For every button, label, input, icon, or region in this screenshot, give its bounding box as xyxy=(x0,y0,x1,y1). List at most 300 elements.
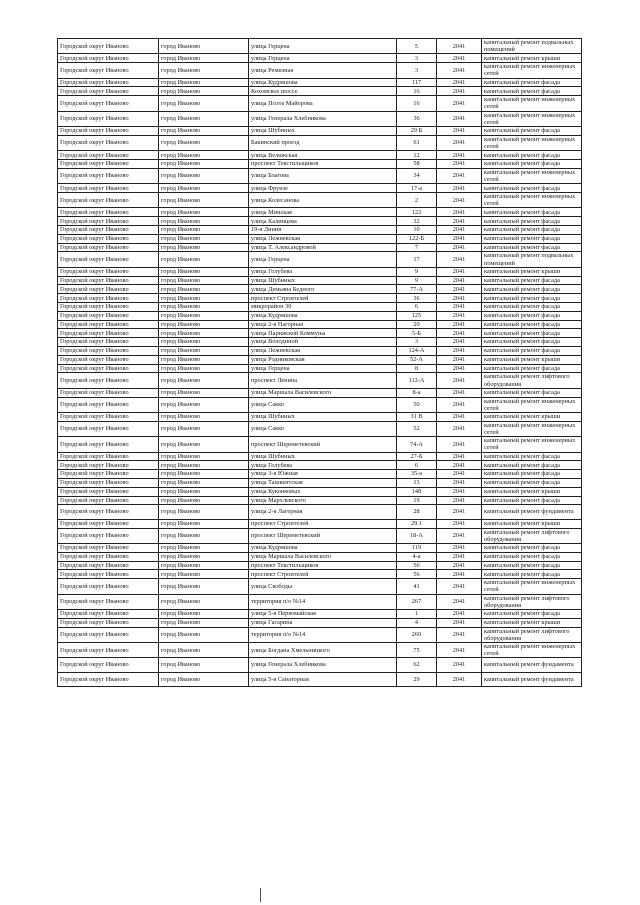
municipality-cell: Городской округ Иваново xyxy=(58,570,159,579)
street-cell: улица Голубева xyxy=(249,461,397,470)
year-cell: 2041 xyxy=(437,373,482,388)
municipality-cell: Городской округ Иваново xyxy=(58,658,159,672)
table-row xyxy=(58,96,582,111)
settlement-cell: город Иваново xyxy=(159,151,249,160)
house-number-cell: 9 xyxy=(397,276,437,285)
work-type-cell: капитальный ремонт фасада xyxy=(482,561,582,570)
table-row xyxy=(58,543,582,552)
municipality-cell: Городской округ Иваново xyxy=(58,303,159,312)
work-type-cell: капитальный ремонт лифтового оборудования xyxy=(482,627,582,642)
house-number-cell: 124-А xyxy=(397,346,437,355)
house-number-cell: 8 xyxy=(397,364,437,373)
year-cell: 2041 xyxy=(437,234,482,243)
house-number-cell: 36 xyxy=(397,294,437,303)
street-cell: улица Генерала Хлебникова xyxy=(249,111,397,126)
municipality-cell: Городской округ Иваново xyxy=(58,412,159,421)
work-type-cell: капитальный ремонт фасада xyxy=(482,87,582,96)
year-cell: 2041 xyxy=(437,346,482,355)
settlement-cell: город Иваново xyxy=(159,421,249,436)
table-row xyxy=(58,519,582,528)
house-number-cell: 267 xyxy=(397,594,437,609)
house-number-cell: 29 Б xyxy=(397,127,437,136)
house-number-cell: 3 xyxy=(397,63,437,78)
street-cell: улица Ташкентская xyxy=(249,478,397,487)
table-row xyxy=(58,311,582,320)
street-cell: улица Парижской Коммуны xyxy=(249,329,397,338)
municipality-cell: Городской округ Иваново xyxy=(58,96,159,111)
municipality-cell: Городской округ Иваново xyxy=(58,672,159,686)
settlement-cell: город Иваново xyxy=(159,276,249,285)
municipality-cell: Городской округ Иваново xyxy=(58,39,159,54)
table-row xyxy=(58,160,582,169)
settlement-cell: город Иваново xyxy=(159,285,249,294)
municipality-cell: Городской округ Иваново xyxy=(58,111,159,126)
year-cell: 2041 xyxy=(437,127,482,136)
municipality-cell: Городской округ Иваново xyxy=(58,252,159,267)
street-cell: улица Герцена xyxy=(249,39,397,54)
municipality-cell: Городской округ Иваново xyxy=(58,373,159,388)
table-row xyxy=(58,168,582,183)
table-row xyxy=(58,487,582,496)
year-cell: 2041 xyxy=(437,658,482,672)
street-cell: территория п/о №14 xyxy=(249,627,397,642)
settlement-cell: город Иваново xyxy=(159,63,249,78)
table-row xyxy=(58,421,582,436)
street-cell: проспект Строителей xyxy=(249,570,397,579)
street-cell: улица Генерала Хлебникова xyxy=(249,658,397,672)
table-row xyxy=(58,373,582,388)
settlement-cell: город Иваново xyxy=(159,127,249,136)
settlement-cell: город Иваново xyxy=(159,234,249,243)
work-type-cell: капитальный ремонт фасада xyxy=(482,320,582,329)
municipality-cell: Городской округ Иваново xyxy=(58,543,159,552)
work-type-cell: капитальный ремонт инженерных сетей xyxy=(482,579,582,594)
year-cell: 2041 xyxy=(437,609,482,618)
municipality-cell: Городской округ Иваново xyxy=(58,217,159,226)
table-row xyxy=(58,672,582,686)
table-row xyxy=(58,561,582,570)
municipality-cell: Городской округ Иваново xyxy=(58,609,159,618)
municipality-cell: Городской округ Иваново xyxy=(58,193,159,208)
settlement-cell: город Иваново xyxy=(159,412,249,421)
street-cell: улица Сакко xyxy=(249,397,397,412)
house-number-cell: 12 xyxy=(397,151,437,160)
year-cell: 2041 xyxy=(437,452,482,461)
year-cell: 2041 xyxy=(437,364,482,373)
year-cell: 2041 xyxy=(437,168,482,183)
municipality-cell: Городской округ Иваново xyxy=(58,388,159,397)
work-type-cell: капитальный ремонт инженерных сетей xyxy=(482,168,582,183)
table-row xyxy=(58,226,582,235)
year-cell: 2041 xyxy=(437,412,482,421)
table-row xyxy=(58,618,582,627)
house-number-cell: 1 xyxy=(397,609,437,618)
work-type-cell: капитальный ремонт лифтового оборудования xyxy=(482,594,582,609)
work-type-cell: капитальный ремонт фасада xyxy=(482,543,582,552)
settlement-cell: город Иваново xyxy=(159,618,249,627)
house-number-cell: 2 xyxy=(397,193,437,208)
year-cell: 2041 xyxy=(437,252,482,267)
municipality-cell: Городской округ Иваново xyxy=(58,78,159,87)
table-row xyxy=(58,461,582,470)
work-type-cell: капитальный ремонт фундамента xyxy=(482,505,582,519)
settlement-cell: город Иваново xyxy=(159,346,249,355)
municipality-cell: Городской округ Иваново xyxy=(58,184,159,193)
year-cell: 2041 xyxy=(437,87,482,96)
municipality-cell: Городской округ Иваново xyxy=(58,478,159,487)
house-number-cell: 77-А xyxy=(397,285,437,294)
settlement-cell: город Иваново xyxy=(159,642,249,657)
municipality-cell: Городской округ Иваново xyxy=(58,364,159,373)
year-cell: 2041 xyxy=(437,39,482,54)
house-number-cell: 4-а xyxy=(397,552,437,561)
street-cell: улица 5-я Первомайская xyxy=(249,609,397,618)
house-number-cell: 125 xyxy=(397,311,437,320)
work-type-cell: капитальный ремонт фасада xyxy=(482,276,582,285)
work-type-cell: капитальный ремонт фасада xyxy=(482,364,582,373)
settlement-cell: город Иваново xyxy=(159,594,249,609)
table-row xyxy=(58,217,582,226)
work-type-cell: капитальный ремонт фасада xyxy=(482,552,582,561)
year-cell: 2041 xyxy=(437,579,482,594)
table-row xyxy=(58,151,582,160)
municipality-cell: Городской округ Иваново xyxy=(58,642,159,657)
table-row xyxy=(58,452,582,461)
street-cell: улица Голубева xyxy=(249,267,397,276)
year-cell: 2041 xyxy=(437,311,482,320)
settlement-cell: город Иваново xyxy=(159,528,249,543)
municipality-cell: Городской округ Иваново xyxy=(58,54,159,63)
municipality-cell: Городской округ Иваново xyxy=(58,267,159,276)
work-type-cell: капитальный ремонт инженерных сетей xyxy=(482,437,582,452)
year-cell: 2041 xyxy=(437,111,482,126)
table-row xyxy=(58,478,582,487)
table-row xyxy=(58,193,582,208)
table-row xyxy=(58,111,582,126)
year-cell: 2041 xyxy=(437,329,482,338)
table-row xyxy=(58,78,582,87)
year-cell: 2041 xyxy=(437,285,482,294)
year-cell: 2041 xyxy=(437,397,482,412)
municipality-cell: Городской округ Иваново xyxy=(58,561,159,570)
table-row xyxy=(58,552,582,561)
street-cell: улица Шубиных xyxy=(249,127,397,136)
settlement-cell: город Иваново xyxy=(159,579,249,594)
street-cell: проспект Шереметевский xyxy=(249,437,397,452)
year-cell: 2041 xyxy=(437,338,482,347)
work-type-cell: капитальный ремонт крыши xyxy=(482,519,582,528)
table-row xyxy=(58,388,582,397)
work-type-cell: капитальный ремонт фасада xyxy=(482,208,582,217)
year-cell: 2041 xyxy=(437,294,482,303)
work-type-cell: капитальный ремонт фасада xyxy=(482,294,582,303)
house-number-cell: 9 xyxy=(397,267,437,276)
municipality-cell: Городской округ Иваново xyxy=(58,151,159,160)
work-type-cell: капитальный ремонт инженерных сетей xyxy=(482,63,582,78)
street-cell: улица Герцена xyxy=(249,364,397,373)
house-number-cell: 34 xyxy=(397,168,437,183)
settlement-cell: город Иваново xyxy=(159,294,249,303)
year-cell: 2041 xyxy=(437,226,482,235)
settlement-cell: город Иваново xyxy=(159,627,249,642)
settlement-cell: город Иваново xyxy=(159,478,249,487)
table-row xyxy=(58,658,582,672)
street-cell: Кохомское шоссе xyxy=(249,87,397,96)
work-type-cell: капитальный ремонт инженерных сетей xyxy=(482,96,582,111)
municipality-cell: Городской округ Иваново xyxy=(58,421,159,436)
municipality-cell: Городской округ Иваново xyxy=(58,461,159,470)
document-page xyxy=(57,38,582,687)
work-type-cell: капитальный ремонт фасада xyxy=(482,127,582,136)
table-row xyxy=(58,276,582,285)
year-cell: 2041 xyxy=(437,421,482,436)
year-cell: 2041 xyxy=(437,672,482,686)
street-cell: улица Гагарина xyxy=(249,618,397,627)
settlement-cell: город Иваново xyxy=(159,672,249,686)
year-cell: 2041 xyxy=(437,78,482,87)
table-row xyxy=(58,528,582,543)
street-cell: проспект Текстильщиков xyxy=(249,160,397,169)
street-cell: микрорайон 30 xyxy=(249,303,397,312)
year-cell: 2041 xyxy=(437,276,482,285)
settlement-cell: город Иваново xyxy=(159,470,249,479)
house-number-cell: 3 xyxy=(397,338,437,347)
table-row xyxy=(58,54,582,63)
year-cell: 2041 xyxy=(437,570,482,579)
municipality-cell: Городской округ Иваново xyxy=(58,397,159,412)
municipality-cell: Городской округ Иваново xyxy=(58,243,159,252)
work-type-cell: капитальный ремонт фасада xyxy=(482,338,582,347)
house-number-cell: 5-Б xyxy=(397,329,437,338)
table-row xyxy=(58,329,582,338)
year-cell: 2041 xyxy=(437,208,482,217)
work-type-cell: капитальный ремонт лифтового оборудования xyxy=(482,528,582,543)
year-cell: 2041 xyxy=(437,243,482,252)
work-type-cell: капитальный ремонт инженерных сетей xyxy=(482,135,582,150)
settlement-cell: город Иваново xyxy=(159,267,249,276)
municipality-cell: Городской округ Иваново xyxy=(58,320,159,329)
year-cell: 2041 xyxy=(437,320,482,329)
table-row xyxy=(58,364,582,373)
work-type-cell: капитальный ремонт фасада xyxy=(482,329,582,338)
year-cell: 2041 xyxy=(437,217,482,226)
settlement-cell: город Иваново xyxy=(159,437,249,452)
street-cell: улица Куконковых xyxy=(249,487,397,496)
year-cell: 2041 xyxy=(437,184,482,193)
house-number-cell: 58 xyxy=(397,160,437,169)
settlement-cell: город Иваново xyxy=(159,452,249,461)
house-number-cell: 10 xyxy=(397,226,437,235)
year-cell: 2041 xyxy=(437,594,482,609)
work-type-cell: капитальный ремонт крыши xyxy=(482,487,582,496)
house-number-cell: 6 xyxy=(397,303,437,312)
table-row xyxy=(58,243,582,252)
table-row xyxy=(58,579,582,594)
table-row xyxy=(58,303,582,312)
work-type-cell: капитальный ремонт подвальных помещений xyxy=(482,39,582,54)
house-number-cell: 5 xyxy=(397,39,437,54)
house-number-cell: 117 xyxy=(397,78,437,87)
house-number-cell: 8-а xyxy=(397,388,437,397)
table-row xyxy=(58,470,582,479)
street-cell: улица Кудряшова xyxy=(249,78,397,87)
table-row xyxy=(58,39,582,54)
work-type-cell: капитальный ремонт фасада xyxy=(482,570,582,579)
house-number-cell: 119 xyxy=(397,543,437,552)
municipality-cell: Городской округ Иваново xyxy=(58,346,159,355)
street-cell: улица 2-я Лагерная xyxy=(249,505,397,519)
year-cell: 2041 xyxy=(437,193,482,208)
table-row xyxy=(58,594,582,609)
year-cell: 2041 xyxy=(437,487,482,496)
house-number-cell: 16 xyxy=(397,87,437,96)
year-cell: 2041 xyxy=(437,355,482,364)
street-cell: улица Богдана Хмельницкого xyxy=(249,642,397,657)
house-number-cell: 112-А xyxy=(397,373,437,388)
house-number-cell: 36 xyxy=(397,111,437,126)
house-number-cell: 62 xyxy=(397,658,437,672)
street-cell: улица Кудряшова xyxy=(249,311,397,320)
street-cell: улица Ремизная xyxy=(249,63,397,78)
municipality-cell: Городской округ Иваново xyxy=(58,168,159,183)
settlement-cell: город Иваново xyxy=(159,487,249,496)
settlement-cell: город Иваново xyxy=(159,364,249,373)
year-cell: 2041 xyxy=(437,388,482,397)
settlement-cell: город Иваново xyxy=(159,39,249,54)
table-row xyxy=(58,627,582,642)
table-row xyxy=(58,267,582,276)
house-number-cell: 19 xyxy=(397,496,437,505)
municipality-cell: Городской округ Иваново xyxy=(58,452,159,461)
street-cell: улица Герцена xyxy=(249,54,397,63)
street-cell: улица Лежневская xyxy=(249,234,397,243)
year-cell: 2041 xyxy=(437,552,482,561)
municipality-cell: Городской округ Иваново xyxy=(58,505,159,519)
work-type-cell: капитальный ремонт крыши xyxy=(482,54,582,63)
municipality-cell: Городской округ Иваново xyxy=(58,338,159,347)
settlement-cell: город Иваново xyxy=(159,96,249,111)
municipality-cell: Городской округ Иваново xyxy=(58,234,159,243)
house-number-cell: 29.1 xyxy=(397,519,437,528)
municipality-cell: Городской округ Иваново xyxy=(58,329,159,338)
settlement-cell: город Иваново xyxy=(159,168,249,183)
municipality-cell: Городской округ Иваново xyxy=(58,127,159,136)
year-cell: 2041 xyxy=(437,160,482,169)
municipality-cell: Городской округ Иваново xyxy=(58,285,159,294)
table-row xyxy=(58,184,582,193)
settlement-cell: город Иваново xyxy=(159,54,249,63)
house-number-cell: 56 xyxy=(397,570,437,579)
table-row xyxy=(58,285,582,294)
settlement-cell: город Иваново xyxy=(159,111,249,126)
table-row xyxy=(58,570,582,579)
house-number-cell: 6 xyxy=(397,461,437,470)
house-number-cell: 52 xyxy=(397,421,437,436)
work-type-cell: капитальный ремонт фасада xyxy=(482,461,582,470)
street-cell: проспект Текстильщиков xyxy=(249,561,397,570)
table-row xyxy=(58,412,582,421)
street-cell: улица Фрунзе xyxy=(249,184,397,193)
municipality-cell: Городской округ Иваново xyxy=(58,294,159,303)
year-cell: 2041 xyxy=(437,478,482,487)
municipality-cell: Городской округ Иваново xyxy=(58,552,159,561)
settlement-cell: город Иваново xyxy=(159,397,249,412)
work-type-cell: капитальный ремонт фасада xyxy=(482,609,582,618)
work-type-cell: капитальный ремонт фасада xyxy=(482,160,582,169)
settlement-cell: город Иваново xyxy=(159,505,249,519)
work-type-cell: капитальный ремонт фасада xyxy=(482,478,582,487)
street-cell: 19-я Линия xyxy=(249,226,397,235)
table-row xyxy=(58,346,582,355)
house-number-cell: 122 xyxy=(397,208,437,217)
year-cell: 2041 xyxy=(437,505,482,519)
work-type-cell: капитальный ремонт фасада xyxy=(482,234,582,243)
year-cell: 2041 xyxy=(437,461,482,470)
house-number-cell: 56 xyxy=(397,561,437,570)
table-row xyxy=(58,496,582,505)
settlement-cell: город Иваново xyxy=(159,388,249,397)
house-number-cell: 35-а xyxy=(397,470,437,479)
house-number-cell: 29 xyxy=(397,672,437,686)
municipality-cell: Городской округ Иваново xyxy=(58,355,159,364)
municipality-cell: Городской округ Иваново xyxy=(58,276,159,285)
table-row xyxy=(58,320,582,329)
settlement-cell: город Иваново xyxy=(159,519,249,528)
street-cell: улица Родниковская xyxy=(249,355,397,364)
table-row xyxy=(58,642,582,657)
year-cell: 2041 xyxy=(437,519,482,528)
settlement-cell: город Иваново xyxy=(159,338,249,347)
year-cell: 2041 xyxy=(437,135,482,150)
house-number-cell: 75 xyxy=(397,642,437,657)
settlement-cell: город Иваново xyxy=(159,561,249,570)
house-number-cell: 32 xyxy=(397,217,437,226)
house-number-cell: 16 xyxy=(397,96,437,111)
street-cell: улица Мархлевского xyxy=(249,496,397,505)
house-number-cell: 28 xyxy=(397,505,437,519)
table-row xyxy=(58,87,582,96)
year-cell: 2041 xyxy=(437,54,482,63)
house-number-cell: 61 xyxy=(397,135,437,150)
repair-schedule-table xyxy=(57,38,582,687)
municipality-cell: Городской округ Иваново xyxy=(58,528,159,543)
settlement-cell: город Иваново xyxy=(159,461,249,470)
year-cell: 2041 xyxy=(437,627,482,642)
year-cell: 2041 xyxy=(437,618,482,627)
street-cell: улица 5-я Санаторная xyxy=(249,672,397,686)
street-cell: улица Герцена xyxy=(249,252,397,267)
house-number-cell: 50 xyxy=(397,397,437,412)
street-cell: улица Велижская xyxy=(249,151,397,160)
year-cell: 2041 xyxy=(437,528,482,543)
street-cell: улица Шубиных xyxy=(249,412,397,421)
table-row xyxy=(58,63,582,78)
work-type-cell: капитальный ремонт подвальных помещений xyxy=(482,252,582,267)
street-cell: улица Шубиных xyxy=(249,276,397,285)
table-row xyxy=(58,294,582,303)
settlement-cell: город Иваново xyxy=(159,252,249,267)
settlement-cell: город Иваново xyxy=(159,329,249,338)
house-number-cell: 31 В xyxy=(397,412,437,421)
work-type-cell: капитальный ремонт фасада xyxy=(482,388,582,397)
street-cell: улица Благова xyxy=(249,168,397,183)
house-number-cell: 4 xyxy=(397,618,437,627)
work-type-cell: капитальный ремонт фасада xyxy=(482,346,582,355)
work-type-cell: капитальный ремонт крыши xyxy=(482,355,582,364)
street-cell: улица Лежневская xyxy=(249,346,397,355)
street-cell: улица Шубиных xyxy=(249,452,397,461)
street-cell: проспект Строителей xyxy=(249,519,397,528)
